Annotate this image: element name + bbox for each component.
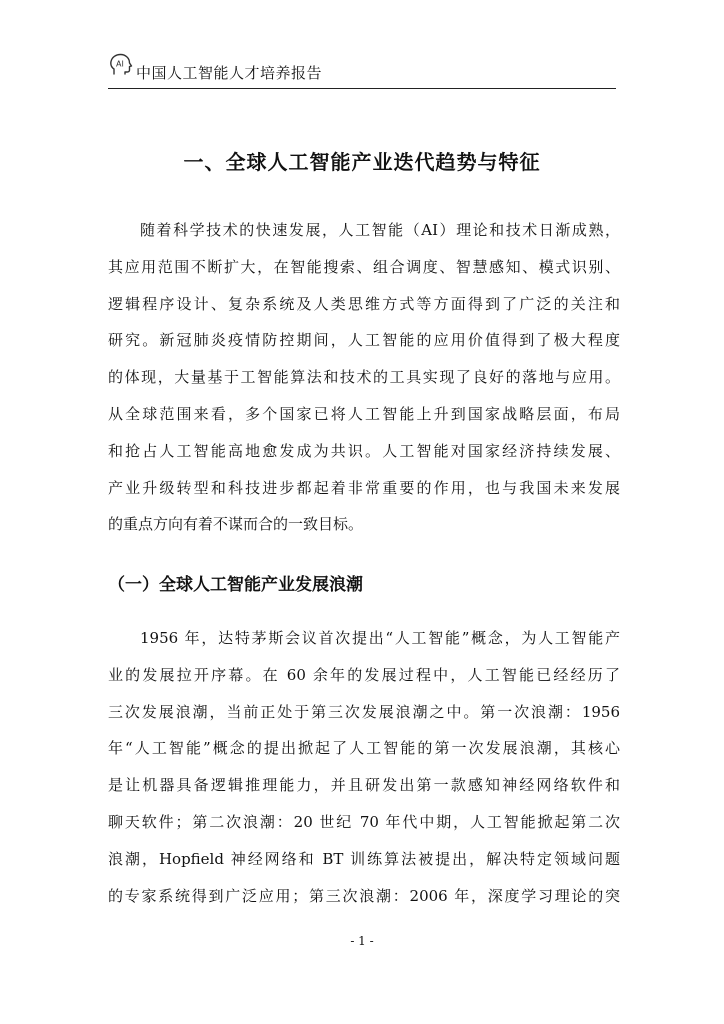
logo-text: AI xyxy=(116,59,124,69)
page-number: - 1 - xyxy=(350,934,374,948)
text-line: 1956 年，达特茅斯会议首次提出“人工智能”概念，为人工智能产 xyxy=(140,629,620,647)
section-heading: （一）全球人工智能产业发展浪潮 xyxy=(108,575,363,595)
text-line: 业的发展拉开序幕。在 60 余年的发展过程中，人工智能已经经历了 xyxy=(108,665,620,684)
text-line: 从全球范围来看，多个国家已将人工智能上升到国家战略层面，布局 xyxy=(108,404,620,423)
paragraph-intro xyxy=(108,212,620,543)
text-line: 浪潮，Hopfield 神经网络和 BT 训练算法被提出，解决特定领域问题 xyxy=(108,849,620,868)
text-line: 随着科学技术的快速发展，人工智能（AI）理论和技术日渐成熟， xyxy=(140,221,620,239)
text-line: 逻辑程序设计、复杂系统及人类思维方式等方面得到了广泛的关注和 xyxy=(108,294,620,313)
header-title: 中国人工智能人才培养报告 xyxy=(136,64,323,82)
text-line: 聊天软件；第二次浪潮：20 世纪 70 年代中期，人工智能掀起第二次 xyxy=(108,812,620,831)
text-line: 和抢占人工智能高地愈发成为共识。人工智能对国家经济持续发展、 xyxy=(108,441,620,460)
text-line: 研究。新冠肺炎疫情防控期间，人工智能的应用价值得到了极大程度 xyxy=(108,331,620,350)
document-title: 一、全球人工智能产业迭代趋势与特征 xyxy=(183,150,541,174)
text-line: 年“人工智能”概念的提出掀起了人工智能的第一次发展浪潮，其核心 xyxy=(108,739,620,758)
text-line: 其应用范围不断扩大，在智能搜索、组合调度、智慧感知、模式识别、 xyxy=(108,257,620,276)
text-line: 三次发展浪潮，当前正处于第三次发展浪潮之中。第一次浪潮：1956 xyxy=(108,702,620,721)
text-line: 是让机器具备逻辑推理能力，并且研发出第一款感知神经网络软件和 xyxy=(108,776,620,795)
text-line: 产业升级转型和科技进步都起着非常重要的作用，也与我国未来发展 xyxy=(108,478,620,497)
text-line: 的体现，大量基于工智能算法和技术的工具实现了良好的落地与应用。 xyxy=(108,368,620,387)
text-line: 的重点方向有着不谋而合的一致目标。 xyxy=(108,515,364,534)
ai-head-logo-icon xyxy=(108,52,134,78)
page-header xyxy=(108,48,616,89)
text-line: 的专家系统得到广泛应用；第三次浪潮：2006 年，深度学习理论的突 xyxy=(108,886,620,905)
paragraph-history xyxy=(108,620,620,914)
